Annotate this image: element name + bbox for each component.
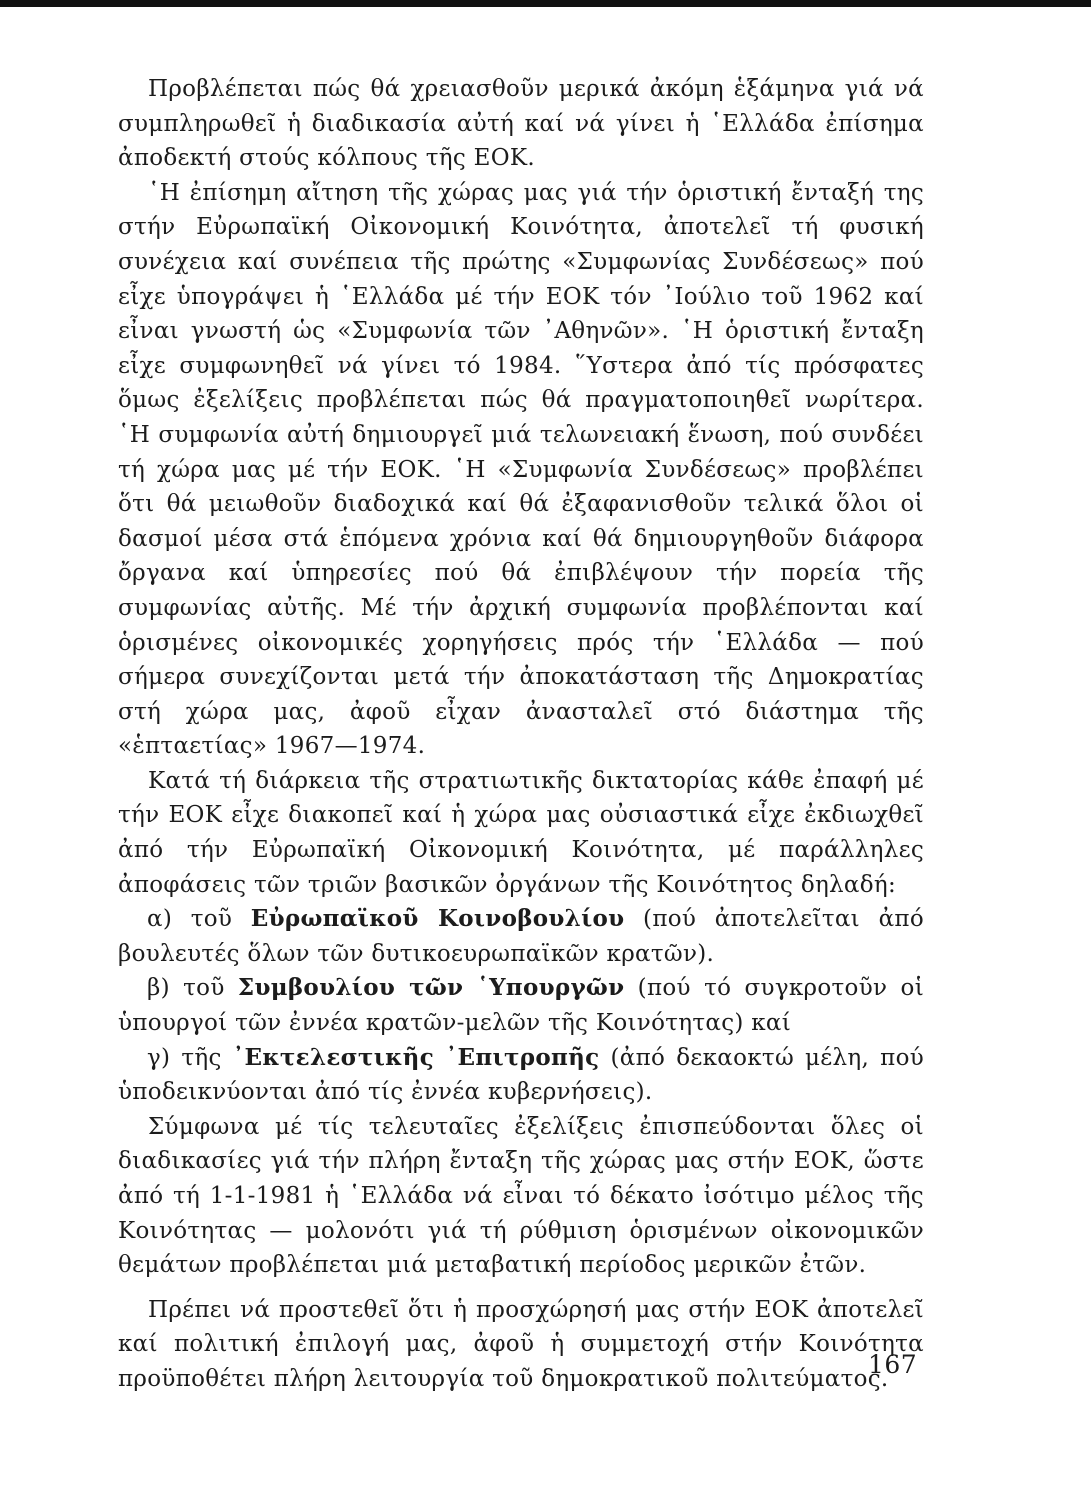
- list-item-b: [118, 971, 924, 1040]
- paragraph-3: Κατά τή διάρκεια τῆς στρατιωτικῆς δικτατορίας κάθε ἐπαφή μέ τήν ΕΟΚ εἶχε διακοπεῖ καί ἡ χώρα μας οὐσιαστικά εἶχε ἐκδιωχθεῖ ἀπό τήν Εὐρωπαϊκή Οἰκονομική Κοινότητα, μέ παράλληλες ἀποφάσεις τῶν τριῶν βασικῶν ὀργάνων τῆς Κοινότητος δηλαδή:: [118, 767, 924, 898]
- list-item-a-bold: Εὐρωπαϊκοῦ Κοινοβουλίου: [250, 905, 625, 933]
- list-item-c: [118, 1041, 924, 1110]
- list-item-b-suffix: (πού τό συγκροτοῦν οἱ ὑπουργοί τῶν ἐννέα κρατῶν-μελῶν τῆς Κοινότητας) καί: [118, 975, 925, 1037]
- list-item-a: [118, 902, 924, 971]
- paragraph-5: Πρέπει νά προστεθεῖ ὅτι ἡ προσχώρησή μας στήν ΕΟΚ ἀποτελεῖ καί πολιτική ἐπιλογή μας, ἀφοῦ ἡ συμμετοχή στήν Κοινότητα προϋποθέτει πλήρη λειτουργία τοῦ δημοκρατικοῦ πολιτεύματος.: [118, 1296, 924, 1392]
- body-text: [118, 72, 924, 1397]
- list-item-c-prefix: γ) τῆς: [147, 1044, 233, 1071]
- page-number: 167: [868, 1350, 918, 1379]
- list-item-b-bold: Συμβουλίου τῶν ῾Υπουργῶν: [237, 974, 625, 1002]
- list-item-b-prefix: β) τοῦ: [147, 975, 238, 1002]
- scan-top-edge: [0, 0, 1091, 7]
- paragraph-1: Προβλέπεται πώς θά χρειασθοῦν μερικά ἀκόμη ἑξάμηνα γιά νά συμπληρωθεῖ ἡ διαδικασία αὐτή καί νά γίνει ἡ ῾Ελλάδα ἐπίσημα ἀποδεκτή στούς κόλπους τῆς ΕΟΚ.: [118, 76, 924, 172]
- paragraph-2: ῾Η ἐπίσημη αἴτηση τῆς χώρας μας γιά τήν ὁριστική ἔνταξή της στήν Εὐρωπαϊκή Οἰκονομική Κοινότητα, ἀποτελεῖ τή φυσική συνέχεια καί συνέπεια τῆς πρώτης «Συμφωνίας Συνδέσεως» πού εἶχε ὑπογράψει ἡ ῾Ελλάδα μέ τήν ΕΟΚ τόν ᾿Ιούλιο τοῦ 1962 καί εἶναι γνωστή ὡς «Συμφωνία τῶν ᾿Αθηνῶν». ῾Η ὁριστική ἔνταξη εἶχε συμφωνηθεῖ νά γίνει τό 1984. ῞Υστερα ἀπό τίς πρόσφατες ὅμως ἐξελίξεις προβλέπεται πώς θά πραγματοποιηθεῖ νωρίτερα. ῾Η συμφωνία αὐτή δημιουργεῖ μιά τελωνειακή ἕνωση, πού συνδέει τή χώρα μας μέ τήν ΕΟΚ. ῾Η «Συμφωνία Συνδέσεως» προβλέπει ὅτι θά μειωθοῦν διαδοχικά καί θά ἐξαφανισθοῦν τελικά ὅλοι οἱ δασμοί μέσα στά ἑπόμενα χρόνια καί θά δημιουργηθοῦν διάφορα ὄργανα καί ὑπηρεσίες πού θά ἐπιβλέψουν τήν πορεία τῆς συμφωνίας αὐτῆς. Μέ τήν ἀρχική συμφωνία προβλέπονται καί ὁρισμένες οἰκονομικές χορηγήσεις πρός τήν ῾Ελλάδα — πού σήμερα συνεχίζονται μετά τήν ἀποκατάσταση τῆς Δημοκρατίας στή χώρα μας, ἀφοῦ εἶχαν ἀνασταλεῖ στό διάστημα τῆς «ἑπταετίας» 1967—1974.: [118, 179, 924, 760]
- list-item-a-suffix: (πού ἀποτελεῖται ἀπό βουλευτές ὅλων τῶν δυτικοευρωπαϊκῶν κρατῶν).: [118, 906, 924, 967]
- list-item-c-bold: ᾿Εκτελεστικῆς ᾿Επιτροπῆς: [232, 1043, 600, 1071]
- list-item-a-prefix: α) τοῦ: [147, 906, 251, 933]
- paragraph-4: Σύμφωνα μέ τίς τελευταῖες ἐξελίξεις ἐπισπεύδονται ὅλες οἱ διαδικασίες γιά τήν πλήρη ἔνταξη τῆς χώρας μας στήν ΕΟΚ, ὥστε ἀπό τή 1-1-1981 ἡ ῾Ελλάδα νά εἶναι τό δέκατο ἰσότιμο μέλος τῆς Κοινότητας — μολονότι γιά τή ρύθμιση ὁρισμένων οἰκονομικῶν θεμάτων προβλέπεται μιά μεταβατική περίοδος μερικῶν ἐτῶν.: [118, 1113, 924, 1279]
- list-item-c-suffix: (ἀπό δεκαοκτώ μέλη, πού ὑποδεικνύονται ἀπό τίς ἐννέα κυβερνήσεις).: [118, 1044, 925, 1106]
